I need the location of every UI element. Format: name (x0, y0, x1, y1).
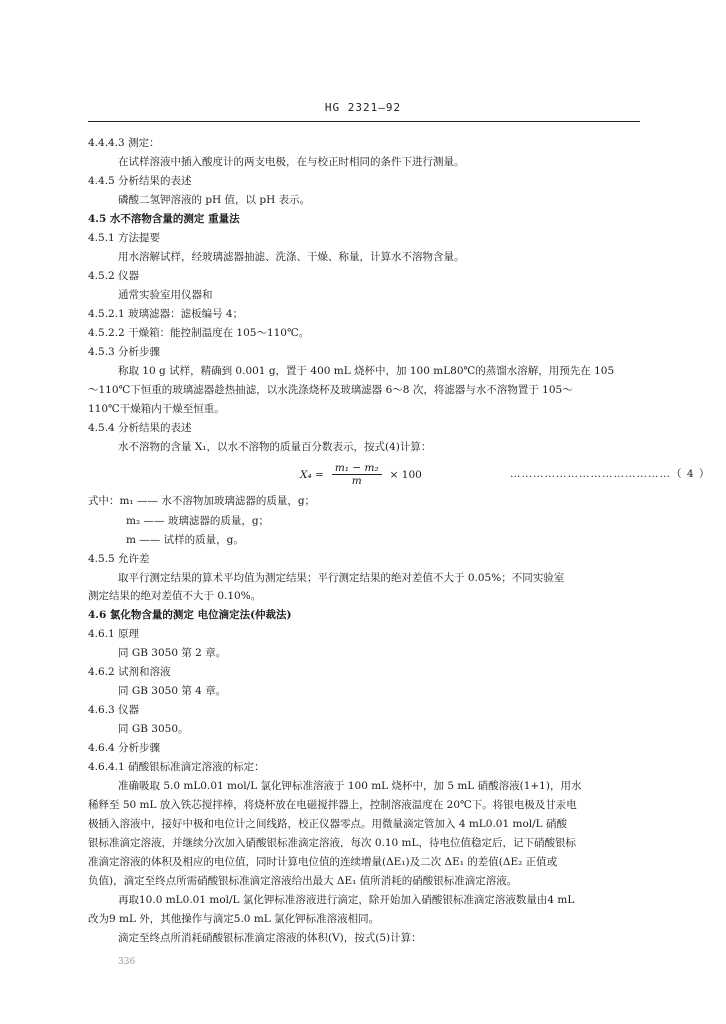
clause-4-5-1: 4.5.1 方法提要 (88, 232, 161, 244)
page-number: 336 (118, 957, 136, 967)
clause-4-5-4: 4.5.4 分析结果的表述 (88, 422, 192, 434)
paragraph: 同 GB 3050 第 2 章。 (118, 647, 227, 659)
where-m: m —— 试样的质量，g。 (126, 534, 244, 546)
paragraph: 改为9 mL 外，其他操作与滴定5.0 mL 氯化钾标准溶液相同。 (88, 913, 380, 925)
clause-4-6-2: 4.6.2 试剂和溶液 (88, 666, 171, 678)
paragraph: 再取10.0 mL0.01 mol/L 氯化钾标准溶液进行滴定，除开始加入硝酸银标准滴定溶液数量由4 mL (118, 894, 575, 906)
section-4-6-title: 4.6 氯化物含量的测定 电位滴定法(仲裁法) (88, 609, 292, 621)
page-header: HG 2321—92 (324, 101, 402, 114)
paragraph: 准滴定溶液的体积及相应的电位值，同时计算电位值的连续增量(ΔE₁)及二次 ΔE₁ 的差值(ΔE₂ 正值或 (88, 856, 558, 868)
clause-4-4-4-3: 4.4.4.3 测定： (88, 137, 160, 149)
paragraph: 准确吸取 5.0 mL0.01 mol/L 氯化钾标准溶液于 100 mL 烧杯中，加 5 mL 硝酸溶液(1+1)，用水 (118, 780, 582, 792)
paragraph: 滴定至终点所消耗硝酸银标准滴定溶液的体积(V)，按式(5)计算： (118, 932, 422, 944)
paragraph: 稀释至 50 mL 放入铁芯搅拌棒，将烧杯放在电磁搅拌器上，控制溶液温度在 20℃下。将银电极及甘汞电 (88, 799, 577, 811)
equation-denominator: m (351, 475, 362, 487)
paragraph: 同 GB 3050。 (118, 723, 189, 735)
paragraph: 银标准滴定溶液，并继续分次加入硝酸银标准滴定溶液，每次 0.10 mL，待电位值稳定后，记下硝酸银标 (88, 837, 576, 849)
paragraph: 在试样溶液中插入酸度计的两支电极，在与校正时相同的条件下进行测量。 (118, 156, 465, 168)
paragraph: ～110℃下恒重的玻璃滤器趁热抽滤，以水洗涤烧杯及玻璃滤器 6～8 次，将滤器与水不溶物置于 105～ (88, 384, 573, 396)
clause-4-4-5: 4.4.5 分析结果的表述 (88, 175, 192, 187)
section-4-5-title: 4.5 水不溶物含量的测定 重量法 (88, 213, 240, 225)
equation-number: ……………………………………（ 4 ） (510, 468, 711, 480)
where-m1: 式中：m₁ —— 水不溶物加玻璃滤器的质量，g； (88, 495, 316, 507)
clause-4-5-2: 4.5.2 仪器 (88, 270, 140, 282)
paragraph: 同 GB 3050 第 4 章。 (118, 685, 227, 697)
paragraph: 测定结果的绝对差值不大于 0.10%。 (88, 590, 262, 602)
header-rule (88, 121, 640, 122)
equation-lhs: X₄ = (300, 468, 324, 481)
paragraph: 用水溶解试样，经玻璃滤器抽滤、洗涤、干燥、称量，计算水不溶物含量。 (118, 251, 465, 263)
where-m2: m₂ —— 玻璃滤器的质量，g； (126, 515, 270, 527)
paragraph: 水不溶物的含量 X₁，以水不溶物的质量百分数表示，按式(4)计算： (118, 441, 432, 453)
equation-4 (300, 462, 422, 487)
clause-4-6-4-1: 4.6.4.1 硝酸银标准滴定溶液的标定： (88, 761, 265, 773)
clause-4-6-4: 4.6.4 分析步骤 (88, 742, 161, 754)
equation-numerator: m₁ − m₂ (332, 462, 382, 475)
equation-factor: × 100 (389, 468, 422, 481)
clause-4-5-5: 4.5.5 允许差 (88, 553, 150, 565)
clause-4-6-1: 4.6.1 原理 (88, 628, 140, 640)
clause-4-5-3: 4.5.3 分析步骤 (88, 346, 161, 358)
clause-4-6-3: 4.6.3 仪器 (88, 704, 140, 716)
paragraph: 极插入溶液中，接好中极和电位计之间线路，校正仪器零点。用微量滴定管加入 4 mL0.01 mol/L 硝酸 (88, 818, 567, 830)
paragraph: 通常实验室用仪器和 (118, 289, 213, 301)
clause-4-5-2-2: 4.5.2.2 干燥箱：能控制温度在 105～110℃。 (88, 327, 310, 339)
paragraph: 取平行测定结果的算术平均值为测定结果；平行测定结果的绝对差值不大于 0.05%；不同实验室 (118, 572, 565, 584)
clause-4-5-2-1: 4.5.2.1 玻璃滤器：滤板编号 4； (88, 308, 244, 320)
paragraph: 负值)，滴定至终点所需硝酸银标准滴定溶液给出最大 ΔE₁ 值所消耗的硝酸银标准滴定溶液。 (88, 875, 518, 887)
paragraph: 称取 10 g 试样，精确到 0.001 g，置于 400 mL 烧杯中，加 100 mL80℃的蒸馏水溶解，用预先在 105 (118, 365, 615, 377)
paragraph: 110℃干燥箱内干燥至恒重。 (88, 403, 225, 415)
equation-fraction (332, 462, 382, 487)
paragraph: 磷酸二氢钾溶液的 pH 值，以 pH 表示。 (118, 194, 311, 206)
